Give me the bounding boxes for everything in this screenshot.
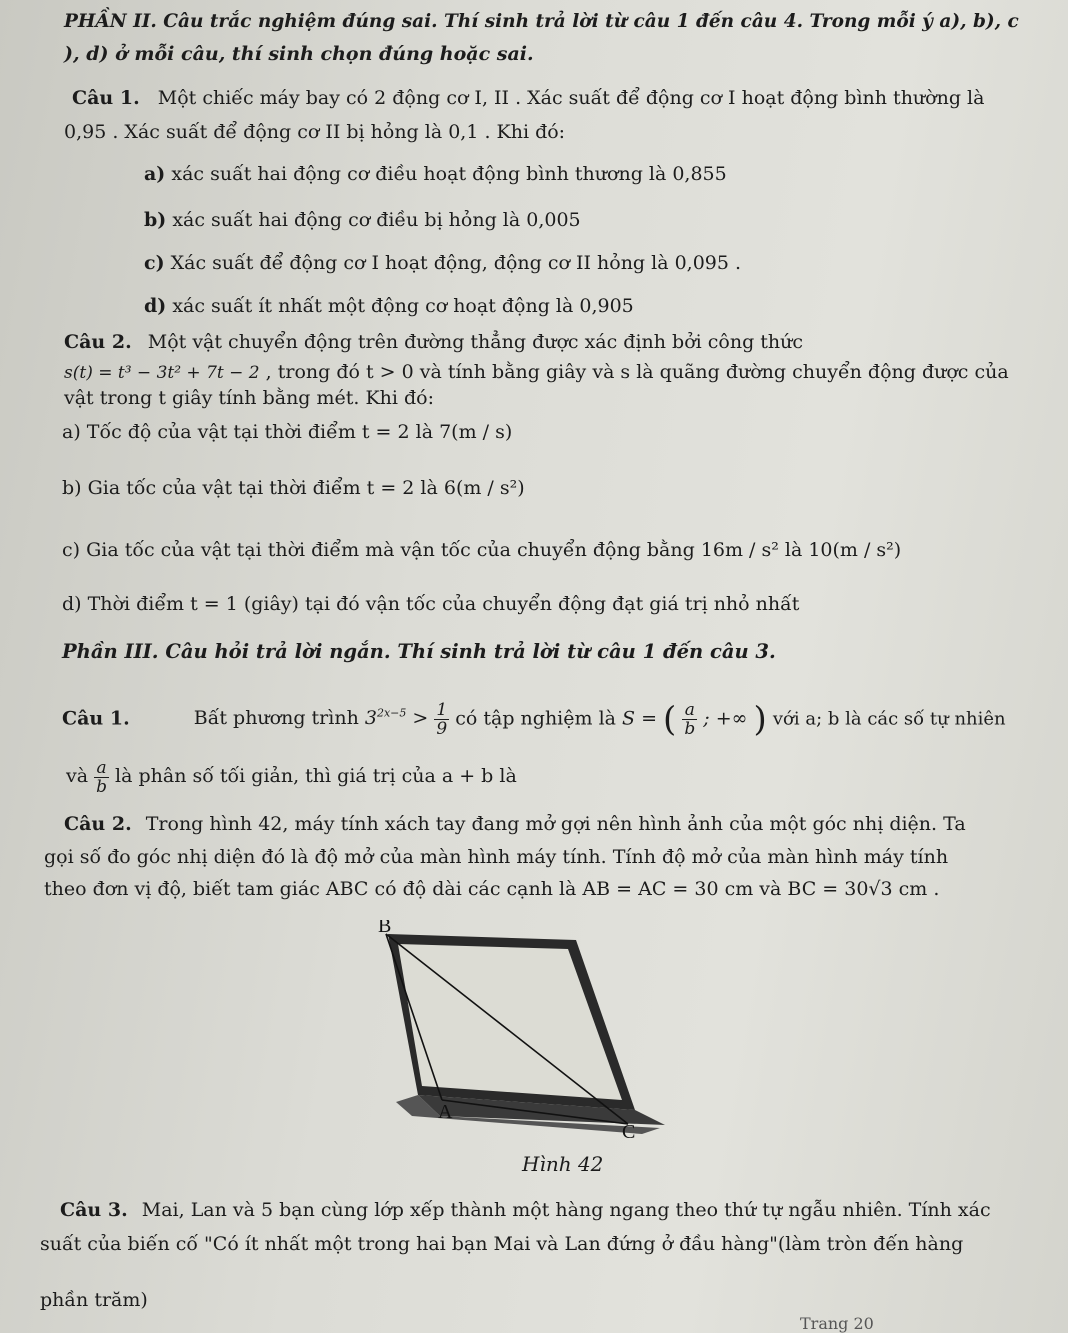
frac-den: b <box>684 718 696 739</box>
p2-q2-line3: vật trong t giây tính bằng mét. Khi đó: <box>64 387 435 409</box>
l2-post: là phân số tối giản, thì giá trị của a + b là <box>115 765 517 787</box>
p2-q2-text2: , trong đó t > 0 và tính bằng giây và s là quãng đường chuyển động được của <box>265 361 1009 383</box>
p3-q3-line3: phần trăm) <box>40 1289 148 1311</box>
p3-q1-line1 <box>62 688 1006 744</box>
part2-heading-line1: PHẦN II. Câu trắc nghiệm đúng sai. Thí sinh trả lời từ câu 1 đến câu 4. Trong mỗi ý a), b), c <box>64 11 1019 32</box>
set-label: S = <box>622 707 657 730</box>
p3-q3-line1 <box>60 1198 991 1222</box>
p3-q1-text2: có tập nghiệm là <box>455 707 616 730</box>
p3-q2-label: Câu 2. <box>64 813 132 835</box>
p2-q1-line1 <box>72 86 984 110</box>
p2-q2-option-d: d) Thời điểm t = 1 (giây) tại đó vận tốc của chuyển động đạt giá trị nhỏ nhất <box>62 593 800 615</box>
interval-tail: ; +∞ <box>703 707 748 730</box>
base: 3 <box>364 707 377 730</box>
laptop-drawing <box>360 920 680 1180</box>
fraction-one-ninth <box>434 701 449 738</box>
p2-q2-option-c: c) Gia tốc của vật tại thời điểm mà vận tốc của chuyển động bằng 16m / s² là 10(m / s²) <box>62 539 902 561</box>
p3-q2-text1: Trong hình 42, máy tính xách tay đang mở gợi nên hình ảnh của một góc nhị diện. Ta <box>145 813 966 835</box>
p2-q1-option-a <box>144 162 727 186</box>
option-label: d) <box>144 295 167 317</box>
part2-heading-line2: ), d) ở mỗi câu, thí sinh chọn đúng hoặc sai. <box>64 43 534 65</box>
p2-q2-line2 <box>64 360 1009 385</box>
p2-q2-text1: Một vật chuyển động trên đường thẳng được xác định bởi công thức <box>147 331 804 353</box>
p3-q3-text1: Mai, Lan và 5 bạn cùng lớp xếp thành một hàng ngang theo thứ tự ngẫu nhiên. Tính xác <box>141 1199 991 1221</box>
frac-den: b <box>96 776 107 797</box>
p2-q1-line2: 0,95 . Xác suất để động cơ II bị hỏng là 0,1 . Khi đó: <box>64 121 566 143</box>
p3-q2-line2: gọi số đo góc nhị diện đó là độ mở của màn hình máy tính. Tính độ mở của màn hình máy tính <box>44 846 949 868</box>
p3-q3-line2: suất của biến cố "Có ít nhất một trong hai bạn Mai và Lan đứng ở đầu hàng"(làm tròn đến hàng <box>40 1233 964 1255</box>
option-text: Xác suất để động cơ I hoạt động, động cơ II hỏng là 0,095 . <box>170 252 742 274</box>
open-paren: ( <box>663 699 677 740</box>
option-text: xác suất hai động cơ điều bị hỏng là 0,005 <box>172 209 581 231</box>
part3-heading: Phần III. Câu hỏi trả lời ngắn. Thí sinh trả lời từ câu 1 đến câu 3. <box>62 640 776 663</box>
screen-panel <box>398 944 622 1100</box>
laptop-figure <box>360 920 680 1180</box>
p3-q2-line1 <box>64 812 966 836</box>
p3-q3-label: Câu 3. <box>60 1199 128 1221</box>
page-number: Trang 20 <box>800 1314 874 1333</box>
p2-q2-option-a: a) Tốc độ của vật tại thời điểm t = 2 là 7(m / s) <box>62 421 513 443</box>
figure-caption: Hình 42 <box>522 1152 604 1176</box>
fraction-a-b-2 <box>94 759 109 796</box>
p2-q1-option-c <box>144 251 741 275</box>
option-label: b) <box>144 209 167 231</box>
p2-q1-option-d <box>144 294 634 318</box>
label-a: A <box>438 1101 453 1123</box>
inequality <box>365 707 435 729</box>
frac-num: a <box>94 759 109 778</box>
p2-q2-label: Câu 2. <box>64 331 132 353</box>
label-b: B <box>378 920 392 937</box>
p2-q1-option-b <box>144 208 581 232</box>
p2-q2-option-b: b) Gia tốc của vật tại thời điểm t = 2 là 6(m / s²) <box>62 477 525 499</box>
option-label: c) <box>144 252 165 274</box>
option-label: a) <box>144 163 166 185</box>
p2-q2-formula: s(t) = t³ − 3t² + 7t − 2 <box>64 363 260 383</box>
exponent: 2x−5 <box>376 707 407 720</box>
option-text: xác suất ít nhất một động cơ hoạt động là 0,905 <box>172 295 634 317</box>
frac-num: a <box>682 701 697 720</box>
p2-q1-label: Câu 1. <box>72 87 140 109</box>
frac-den: 9 <box>436 718 448 739</box>
p3-q1-line2 <box>66 750 517 806</box>
p2-q1-text1: Một chiếc máy bay có 2 động cơ I, II . Xác suất để động cơ I hoạt động bình thường là <box>157 87 985 109</box>
l2-pre: và <box>66 765 89 787</box>
p3-q1-label: Câu 1. <box>62 707 130 730</box>
p2-q2-line1 <box>64 330 803 354</box>
label-c: C <box>622 1121 636 1143</box>
p3-q2-line3: theo đơn vị độ, biết tam giác ABC có độ dài các cạnh là AB = AC = 30 cm và BC = 30√3 cm . <box>44 878 940 900</box>
close-paren: ) <box>753 699 767 740</box>
fraction-a-b <box>682 701 697 738</box>
gt-sign: > <box>412 707 429 730</box>
p3-q1-text1: Bất phương trình <box>193 707 359 730</box>
frac-num: 1 <box>436 699 448 720</box>
p3-q1-text3: với a; b là các số tự nhiên <box>772 708 1006 730</box>
option-text: xác suất hai động cơ điều hoạt động bình thương là 0,855 <box>171 163 727 185</box>
